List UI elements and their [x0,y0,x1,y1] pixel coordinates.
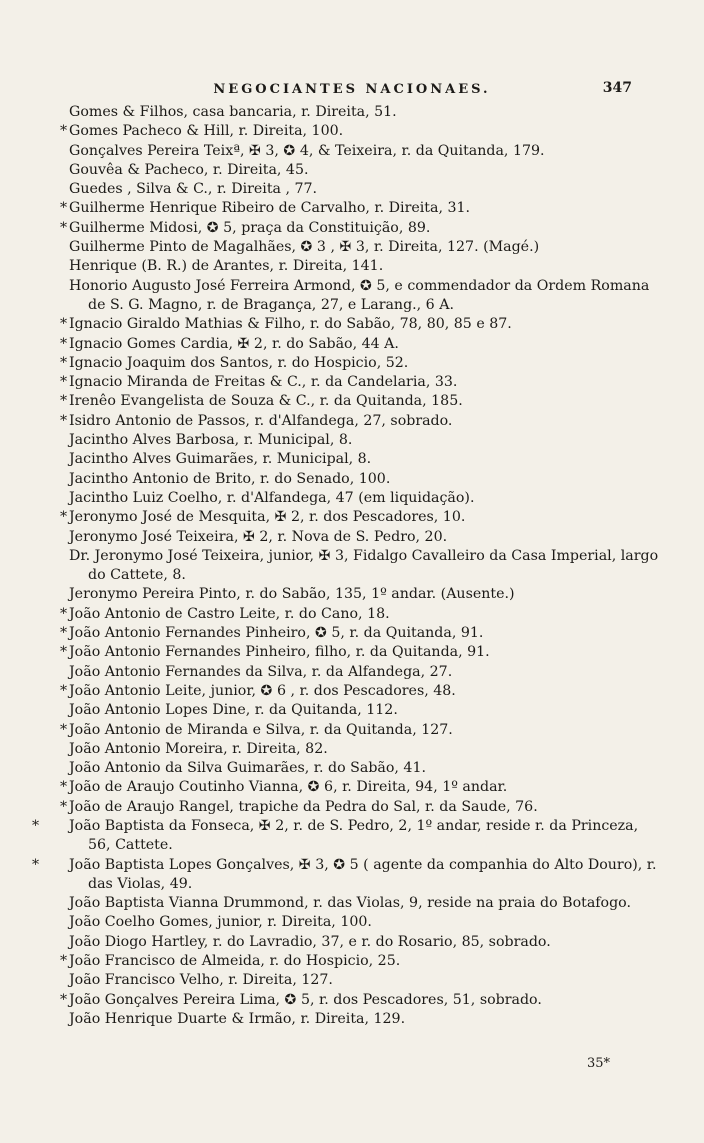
list-item [60,315,660,334]
entry-text: João Francisco Velho, r. Direita, 127. [69,972,333,989]
list-item [60,450,660,469]
entry-text: Isidro Antonio de Passos, r. d'Alfandega, 27, sobrado. [69,412,453,429]
list-item [60,354,660,373]
page-header [0,80,704,102]
list-item [60,257,660,276]
entry-text: Dr. Jeronymo José Teixeira, junior, ✠ 3, Fidalgo Cavalleiro da Casa Imperial, largo do Cattete, 8. [69,547,659,584]
entry-text: Jacintho Luiz Coelho, r. d'Alfandega, 47 (em liquidação). [69,489,475,506]
entry-text: João Baptista Vianna Drummond, r. das Violas, 9, reside na praia do Botafogo. [69,895,631,912]
list-item [60,643,660,662]
entry-mark: * [60,200,68,217]
entry-mark: * [60,644,68,661]
list-item [60,142,660,161]
list-item [60,663,660,682]
entry-text: Jacintho Alves Guimarães, r. Municipal, 8. [69,451,372,468]
entry-text: Honorio Augusto José Ferreira Armond, ✪ 5, e commendador da Ordem Romana de S. G. Magno, r. de Bragança, 27, e Larang., 6 A. [69,277,650,313]
entry-mark: * [60,374,68,391]
entry-text: Gouvêa & Pacheco, r. Direita, 45. [69,161,309,178]
entry-mark: * [60,991,68,1008]
entry-text: João Antonio Fernandes Pinheiro, ✪ 5, r. da Quitanda, 91. [69,625,484,642]
entry-mark: * [60,953,68,970]
entry-text: Guedes , Silva & C., r. Direita , 77. [69,181,318,198]
entry-text: Guilherme Midosi, ✪ 5, praça da Constituição, 89. [69,219,431,236]
entry-text: João Henrique Duarte & Irmão, r. Direita, 129. [69,1010,406,1027]
entry-text: Henrique (B. R.) de Arantes, r. Direita, 141. [69,258,384,275]
list-item [60,103,660,122]
list-item [60,894,660,913]
list-item [60,238,660,257]
list-item [60,180,660,199]
signature-mark: 35* [586,1056,610,1071]
entry-text: João Antonio da Silva Guimarães, r. do Sabão, 41. [69,760,426,777]
list-item [60,624,660,643]
list-item [60,759,660,778]
list-item [60,991,660,1010]
entry-mark: * [60,316,68,333]
list-item [60,412,660,431]
entry-mark: * [60,393,68,410]
page-title: NEGOCIANTES NACIONAES. [213,82,491,97]
entry-text: Gonçalves Pereira Teixª, ✠ 3, ✪ 4, & Teixeira, r. da Quitanda, 179. [69,142,545,159]
list-item [60,373,660,392]
entry-mark: * [32,856,40,873]
entry-text: João Antonio de Castro Leite, r. do Cano, 18. [69,605,390,622]
entry-text: Ignacio Giraldo Mathias & Filho, r. do Sabão, 78, 80, 85 e 87. [69,316,512,333]
entry-mark: * [60,798,68,815]
list-item [60,277,660,316]
entry-mark: * [60,335,68,352]
entry-text: Ignacio Miranda de Freitas & C., r. da Candelaria, 33. [69,374,458,391]
list-item [60,933,660,952]
list-item [60,122,660,141]
list-item [32,817,660,856]
entry-mark: * [60,123,68,140]
merchant-list [32,103,660,1029]
entry-text: João Antonio Leite, junior, ✪ 6 , r. dos Pescadores, 48. [69,682,456,699]
list-item [60,335,660,354]
entry-mark: * [60,354,68,371]
entry-text: Jeronymo Pereira Pinto, r. do Sabão, 135, 1º andar. (Ausente.) [69,586,515,603]
list-item [60,392,660,411]
list-item [60,219,660,238]
entry-text: João Antonio Fernandes da Silva, r. da Alfandega, 27. [69,663,453,680]
list-item [60,585,660,604]
entry-text: João Antonio Fernandes Pinheiro, filho, r. da Quitanda, 91. [69,644,490,661]
list-item [60,952,660,971]
list-item [60,470,660,489]
entry-text: Ignacio Joaquim dos Santos, r. do Hospicio, 52. [69,354,409,371]
entry-text: João Diogo Hartley, r. do Lavradio, 37, e r. do Rosario, 85, sobrado. [69,933,551,950]
entry-mark: * [60,412,68,429]
entry-text: Gomes & Filhos, casa bancaria, r. Direita, 51. [69,104,397,120]
list-item [60,913,660,932]
list-item [60,701,660,720]
list-item [60,778,660,797]
list-item [60,199,660,218]
entry-text: João Antonio de Miranda e Silva, r. da Quitanda, 127. [69,721,453,738]
entry-mark: * [60,509,68,526]
entry-text: João Antonio Lopes Dine, r. da Quitanda, 112. [69,702,398,719]
list-item [60,682,660,701]
list-item [60,721,660,740]
entry-text: Jeronymo José de Mesquita, ✠ 2, r. dos Pescadores, 10. [69,509,466,526]
page-number: 347 [602,80,632,96]
list-item [60,798,660,817]
list-item [60,489,660,508]
entry-mark: * [60,779,68,796]
entry-text: Guilherme Pinto de Magalhães, ✪ 3 , ✠ 3, r. Direita, 127. (Magé.) [69,239,540,256]
entry-text: Ignacio Gomes Cardia, ✠ 2, r. do Sabão, 44 A. [69,335,399,352]
entry-mark: * [60,605,68,622]
entry-text: Jeronymo José Teixeira, ✠ 2, r. Nova de S. Pedro, 20. [69,528,448,545]
entry-text: Guilherme Henrique Ribeiro de Carvalho, r. Direita, 31. [69,200,471,217]
list-item [60,1010,660,1029]
entry-text: João Coelho Gomes, junior, r. Direita, 100. [69,914,372,931]
entry-mark: * [32,817,40,834]
list-item [60,161,660,180]
list-item [60,431,660,450]
list-item [60,508,660,527]
list-item [60,547,660,586]
entry-text: João Francisco de Almeida, r. do Hospicio, 25. [69,953,401,970]
entry-mark: * [60,219,68,236]
entry-text: João Baptista Lopes Gonçalves, ✠ 3, ✪ 5 ( agente da companhia do Alto Douro), r. das Violas, 49. [69,856,657,892]
entry-mark: * [60,682,68,699]
entry-text: Gomes Pacheco & Hill, r. Direita, 100. [69,123,344,140]
list-item [60,971,660,990]
entry-text: Irenêo Evangelista de Souza & C., r. da Quitanda, 185. [69,393,463,410]
entry-text: Jacintho Alves Barbosa, r. Municipal, 8. [69,432,353,449]
list-item [32,856,660,895]
entry-text: João Gonçalves Pereira Lima, ✪ 5, r. dos Pescadores, 51, sobrado. [69,991,542,1008]
entry-text: João de Araujo Coutinho Vianna, ✪ 6, r. Direita, 94, 1º andar. [69,779,508,796]
entry-mark: * [60,721,68,738]
list-item [60,605,660,624]
entry-mark: * [60,625,68,642]
entry-text: Jacintho Antonio de Brito, r. do Senado, 100. [69,470,391,487]
list-item [60,528,660,547]
entry-text: João de Araujo Rangel, trapiche da Pedra do Sal, r. da Saude, 76. [69,798,538,815]
entry-text: João Antonio Moreira, r. Direita, 82. [69,740,328,757]
entry-text: João Baptista da Fonseca, ✠ 2, r. de S. Pedro, 2, 1º andar, reside r. da Princeza, 56, Cattete. [69,817,639,854]
list-item [60,740,660,759]
